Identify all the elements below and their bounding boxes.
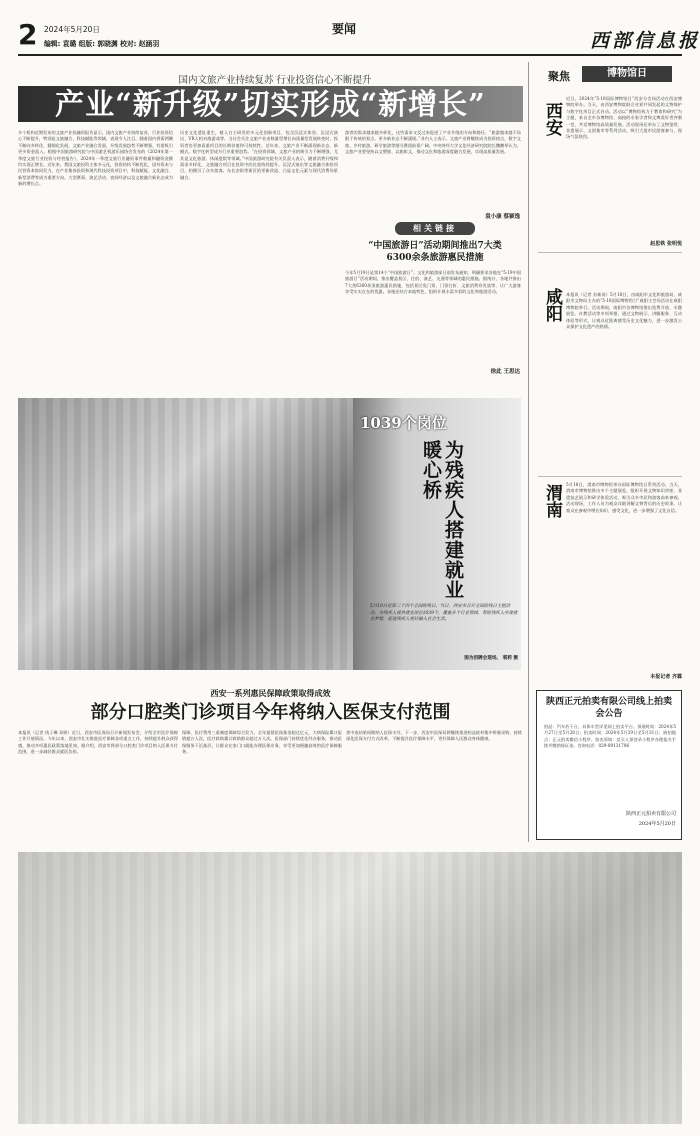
medical-body-c: 类中选结果同期纳入医保支付。下一步，西安市医保局将继续推进药品耗材集中带量采购，持续深化医保支付方式改革，不断提升医疗保障水平，更好保障人民群众身体健康。 xyxy=(346,730,522,742)
museum-divider-2 xyxy=(538,476,682,477)
header-rule xyxy=(18,54,682,56)
auction-date: 2024年5月20日 xyxy=(638,821,676,827)
lead-headline: 产业“新升级”切实形成“新增长” xyxy=(55,87,486,121)
editor-credits: 编辑: 袁璐 组版: 郭晓渊 校对: 赵涵羽 xyxy=(44,40,160,48)
medical-kicker: 西安一系列惠民保障政策取得成效 xyxy=(210,688,331,698)
lead-body-left: 多个机构近期发布的文旅产业投融资报告显示，国内文旅产业持续复苏，行业投资信心不断提升，特别是文旅融合、科技赋能等领域，表现令人注目。随着国内供需两侧不断向多样化、精细化发展，文旅产业融合发展，升级发展趋势不断增强，有望吸引更多资金流入。根据中国旅游研究院与中国游艺机游乐园协会发布的《2024年第一季度文旅行业投资与经营报告》，2024年一季度文旅行业融资事件数量和融资金额均实现正增长。近年来，我国文旅投资主体多元化，投资结构不断优化，国有资本与民营资本协同发力。在产业集体投资和现代科技投资项目中，科技赋能、文化融合、新型消费等成为重要方向。大型赛事、演艺活动、夜间经济以及文旅融合新业态成为新的增长点。 xyxy=(18,130,173,187)
job-fair-photo xyxy=(18,398,353,670)
issue-date: 2024年5月20日 xyxy=(44,25,100,34)
bottom-banner-image xyxy=(18,852,682,1124)
museum-divider-1 xyxy=(538,252,682,253)
lead-body-right: 游者的需求越来越多样化，这些需求又反过来促进了产业升级的方向和路径。“旅游越来越不局限于传统的景点，更多新业态不断涌现。”业内人士表示，文旅产业将继续成为投资热点，数字文旅、乡村旅游、研学旅游等细分赛道前景广阔。中央财经大学文化经济研究院院长魏鹏举认为，文旅产业要坚持以文塑旅、以旅彰文，推动文化和旅游深度融合发展，实现高质量发展。 xyxy=(345,130,521,155)
weinan-byline: 本报记者 齐霖 xyxy=(650,674,682,680)
weinan-body: 5月18日，渭南市博物馆举办国际博物馆日系列活动。当天，渭南市博物馆推出多个主题展览，组织开展文物知识讲座、非遗技艺展示和研学体验活动，吸引众多市民和游客前来参观。活动现场，工作人员为观众详细讲解文物背后的历史故事，让观众在参观中增长知识、感受文化，进一步增强了文化自信。 xyxy=(566,482,682,513)
xian-byline: 赵思铁 张明悦 xyxy=(650,241,682,247)
xianyang-body: 本报讯（记者 苏新涛）5月18日，由咸阳市文化和旅游局、咸阳市文物局主办的“5·18国际博物馆日”咸阳主会场活动在咸阳博物院举行。活动期间，咸阳市各博物馆推出免费开放、专题展览、社教活动等多项举措，通过文物展示、讲解服务、互动体验等形式，让观众近距离感受历史文化魅力，进一步激发公众保护文化遗产的热情。 xyxy=(566,292,682,330)
photo-vertical-title: 为残疾人搭建就业暖心桥 xyxy=(420,440,464,600)
medical-body-a: 本报讯（记者 钱子琳 邓婷）近日，西安市医保局召开新闻发布会，介绍全市医疗保障工作开展情况。今年以来，西安市扎实推进医疗保障各项重点工作，持续提升群众获得感，推动多项惠民政策落地见效。据介绍，西安市将部分口腔类门诊项目纳入医保支付范围，进一步减轻群众就医负担。 xyxy=(18,730,178,755)
city-weinan: 渭南 xyxy=(542,484,562,518)
related-headline: “中国旅游日”活动期间推出7大类6300余条旅游惠民措施 xyxy=(368,241,502,263)
lead-kicker: 国内文旅产业持续复苏 行业投资信心不断提升 xyxy=(178,75,372,86)
photo-number-title: 1039个岗位 xyxy=(360,414,447,432)
auction-title: 陕西正元拍卖有限公司线上拍卖会公告 xyxy=(546,697,673,719)
xian-body: 近日，2024年“5·18国际博物馆日”西安分会场活动在西安博物院举办。当天，由西安博物院联合业界共同发起的文物保护与数字化项目正式启动。活动以“博物馆致力于教育和研究”为主题，来自全市各博物馆、高校的专家学者和文博爱好者齐聚一堂，共话博物馆高质量发展。活动现场还举办了文物鉴赏、非遗展示、文创集市等系列活动，吸引大批市民游客参与，现场气氛热烈。 xyxy=(566,96,682,140)
related-body: 今年5月19日是第14个“中国旅游日”。文化和旅游部日前发布通知，明确要求各地在“5·19中国旅游日”活动期间，推出覆盖景区、住宿、演艺、交通等领域的惠民措施。据统计，各地共推出7大类6300余条旅游惠民措施，包括景区免门票、门票打折、文旅消费券发放等，让广大游客享受实实在在的优惠。各地还结合本地特色，组织开展丰富多彩的文化和旅游活动。 xyxy=(345,270,521,295)
medical-body-b: 保障，医疗费用三重制度保障综合发力。全年报销医保基金超过亿元，大病保险累计报销超万人次，医疗救助累计救助群众超过万人次。医保部门持续优化经办服务，推动医保服务下沉基层，让群众在家门口就能办理医保业务，享受更加便捷高效的医疗保障服务。 xyxy=(182,730,342,755)
medical-headline: 部分口腔类门诊项目今年将纳入医保支付范围 xyxy=(90,702,451,723)
auction-body: 拍品：汽车若干台，具体车型详见网上拍卖平台。预展时间：2024年5月27日至5月28日；拍卖时间：2024年5月29日至5月31日；展拍地点：正元拍卖微信小程序。拍卖须知：竞买人须登录小程序办理报名手续并缴纳保证金。咨询电话：029-89131786 xyxy=(544,724,676,749)
related-byline: 徐此 王思达 xyxy=(490,369,520,375)
masthead-logo: 西部信息报 xyxy=(590,30,700,52)
related-label: 相关链接 xyxy=(413,223,457,233)
auction-company: 陕西正元拍卖有限公司 xyxy=(625,811,676,817)
section-name: 要闻 xyxy=(332,22,357,36)
lead-byline: 袁小康 蔡颖逸 xyxy=(485,214,520,220)
column-title: 博物馆日 xyxy=(607,68,647,79)
photo-caption: 5月19日是第三十四个全国助残日。当日，西安市召开全国助残日主题活动，为残疾人提供就业岗位1039个，覆盖多个行业领域，帮助残疾人实现就业梦想，促进残疾人更好融入社会生活。 xyxy=(370,604,518,623)
column-label: 聚焦 xyxy=(548,70,570,83)
page-number: 2 xyxy=(18,18,38,51)
photo-credit: 图为招聘会现场。 裘莉 摄 xyxy=(464,656,518,661)
right-column-divider xyxy=(528,62,529,842)
city-xianyang: 咸阳 xyxy=(542,288,562,322)
city-xian: 西安 xyxy=(542,102,562,136)
lead-body-mid: 历史文化遗址重生，植入白主研发的多元化创新项目，包含沉浸式体验、沉浸式演出、VR人机对战游戏等。当社会关注文旅产业由数量型增长向质量型发展转变时，投资者也更加看重项目的长期价值和可持续性。近年来，文旅产业不断涌现新业态、新模式，数字化转型成为行业重要趋势。“在投资领域，文旅产业的吸引力不断增强，尤其是文化旅游、休闲度假等领域。”中国旅游研究院有关负责人表示，随着消费升级和需求多样化，文旅融合项目在投资中的比重持续提升。沉浸式演出等文旅融合体验项目，拍摄引了众多游客。东长安街等街区的更新改造，凸显文化元素与现代消费场景融合。 xyxy=(180,130,338,180)
